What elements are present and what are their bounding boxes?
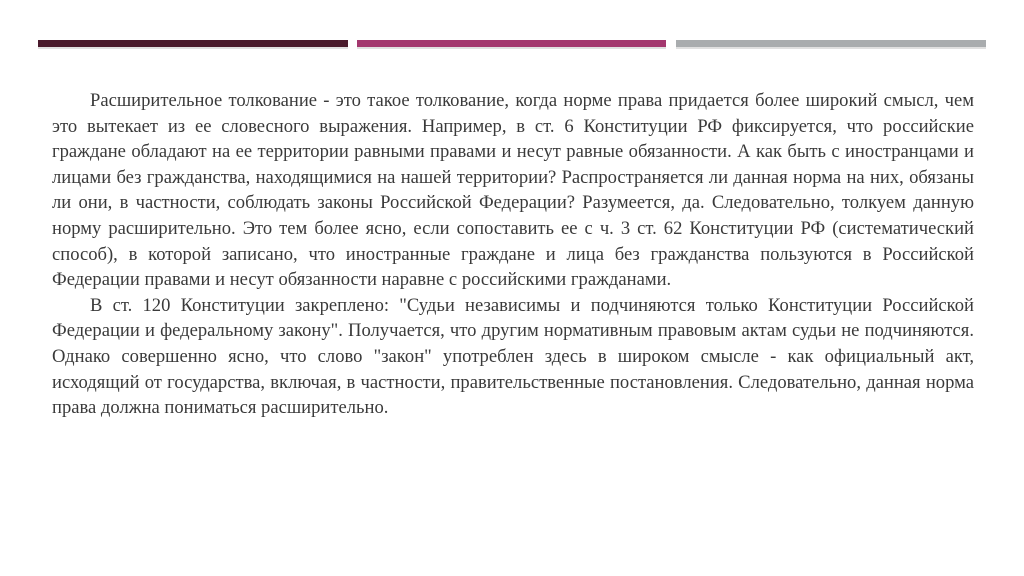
header-bar-dark	[38, 40, 348, 47]
header-bar-magenta	[357, 40, 666, 47]
header-bar-gray	[676, 40, 986, 47]
paragraph-1: Расширительное толкование - это такое толкование, когда норме права придается более широкий смысл, чем это вытекает из ее словесного выражения. Например, в ст. 6 Конституции РФ фиксируется, что российские граждане обладают на ее территории равными правами и несут равные обязанности. А как быть с иностранцами и лицами без гражданства, находящимися на нашей территории? Распространяется ли данная норма на них, обязаны ли они, в частности, соблюдать законы Российской Федерации? Разумеется, да. Следовательно, толкуем данную норму расширительно. Это тем более ясно, если сопоставить ее с ч. 3 ст. 62 Конституции РФ (систематический способ), в которой записано, что иностранные граждане и лица без гражданства пользуются в Российской Федерации правами и несут обязанности наравне с российскими гражданами.	[52, 90, 974, 291]
body-text	[52, 88, 974, 421]
paragraph-2: В ст. 120 Конституции закреплено: "Судьи независимы и подчиняются только Конституции Российской Федерации и федеральному закону". Получается, что другим нормативным правовым актам судьи не подчиняются. Однако совершенно ясно, что слово "закон" употреблен здесь в широком смысле - как официальный акт, исходящий от государства, включая, в частности, правительственные постановления. Следовательно, данная норма права должна пониматься расширительно.	[52, 294, 974, 419]
